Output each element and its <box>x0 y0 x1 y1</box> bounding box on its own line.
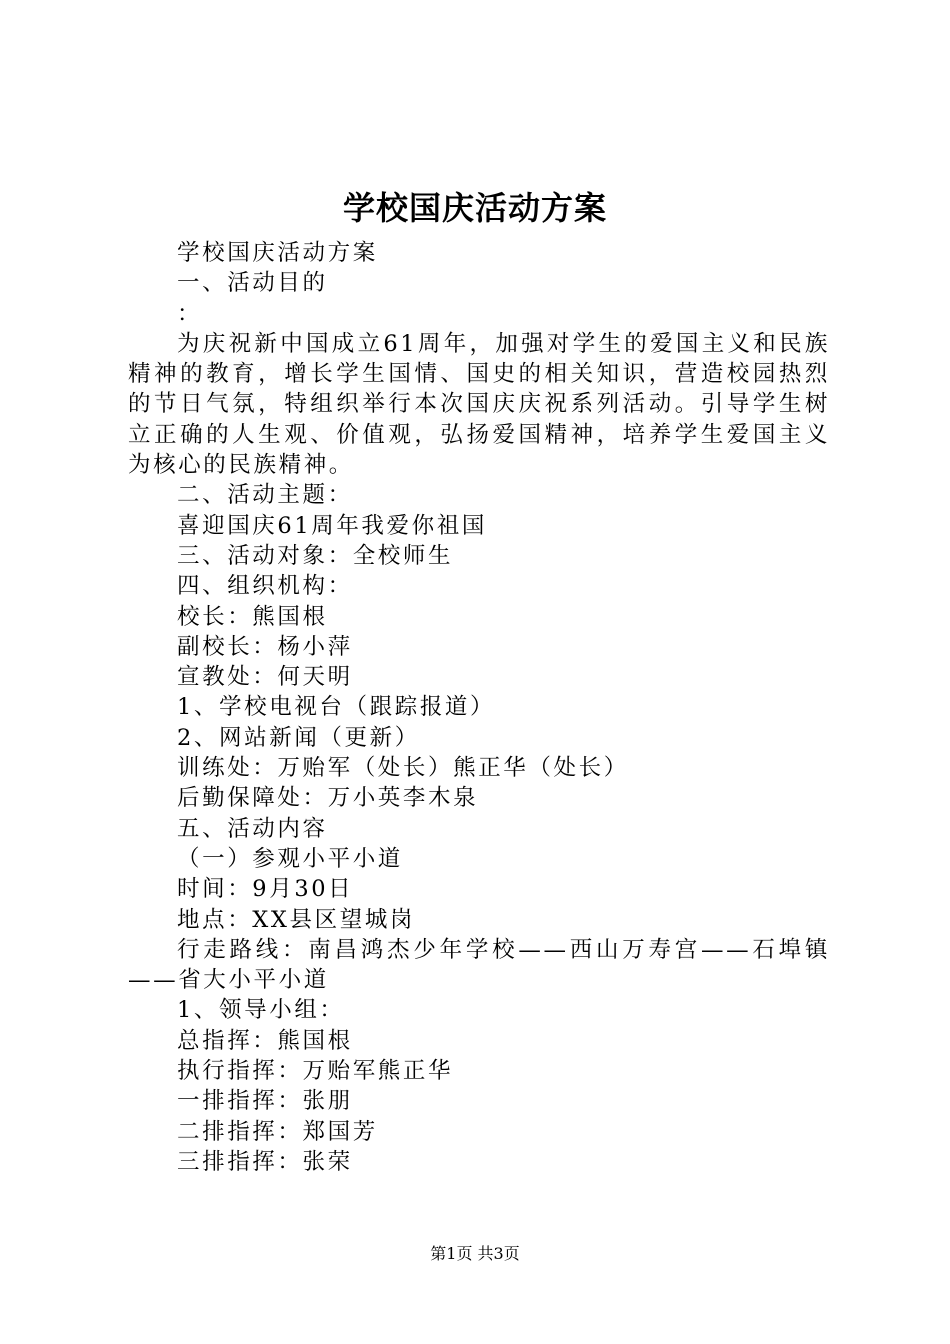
paragraph-section-4: 四、组织机构： <box>177 573 353 600</box>
paragraph-row-2-commander: 二排指挥：郑国芳 <box>177 1118 378 1145</box>
paragraph-vice-principal: 副校长：杨小萍 <box>177 633 353 660</box>
paragraph-visit: （一）参观小平小道 <box>177 845 403 872</box>
document-body <box>128 238 830 1177</box>
page-footer: 第1页 共3页 <box>430 1244 520 1263</box>
paragraph-section-5: 五、活动内容 <box>177 815 328 842</box>
paragraph-row-3-commander: 三排指挥：张荣 <box>177 1148 353 1175</box>
paragraph-website-news: 2、网站新闻（更新） <box>177 724 420 751</box>
paragraph-row-1-commander: 一排指挥：张朋 <box>177 1088 353 1115</box>
paragraph-leadership-group: 1、领导小组： <box>177 997 345 1024</box>
paragraph-training-office: 训练处：万贻军（处长）熊正华（处长） <box>177 755 629 782</box>
paragraph-section-3: 三、活动对象：全校师生 <box>177 542 454 569</box>
document-title: 学校国庆活动方案 <box>342 189 607 227</box>
paragraph-route: 行走路线：南昌鸿杰少年学校——西山万寿宫——石埠镇——省大小平小道 <box>128 936 830 994</box>
paragraph-time: 时间：9月30日 <box>177 876 354 903</box>
paragraph-location: 地点：XX县区望城岗 <box>177 906 416 933</box>
paragraph-theme: 喜迎国庆61周年我爱你祖国 <box>177 512 487 539</box>
paragraph-tv-station: 1、学校电视台（跟踪报道） <box>177 694 496 721</box>
paragraph-principal: 校长：熊国根 <box>177 603 328 630</box>
paragraph-section-1: 一、活动目的 <box>177 270 328 297</box>
paragraph-commander: 总指挥：熊国根 <box>177 1027 353 1054</box>
paragraph-purpose: 为庆祝新中国成立61周年，加强对学生的爱国主义和民族精神的教育，增长学生国情、国史的相关知识，营造校园热烈的节日气氛，特组织举行本次国庆庆祝系列活动。引导学生树立正确的人生观、价值观，弘扬爱国精神，培养学生爱国主义为核心的民族精神。 <box>128 330 830 479</box>
paragraph-colon: ： <box>177 300 203 327</box>
paragraph-heading-repeat: 学校国庆活动方案 <box>177 240 378 266</box>
paragraph-executive-commander: 执行指挥：万贻军熊正华 <box>177 1058 454 1085</box>
paragraph-logistics-office: 后勤保障处：万小英李木泉 <box>177 785 479 812</box>
paragraph-publicity-office: 宣教处：何天明 <box>177 664 353 691</box>
paragraph-section-2: 二、活动主题： <box>177 482 353 509</box>
